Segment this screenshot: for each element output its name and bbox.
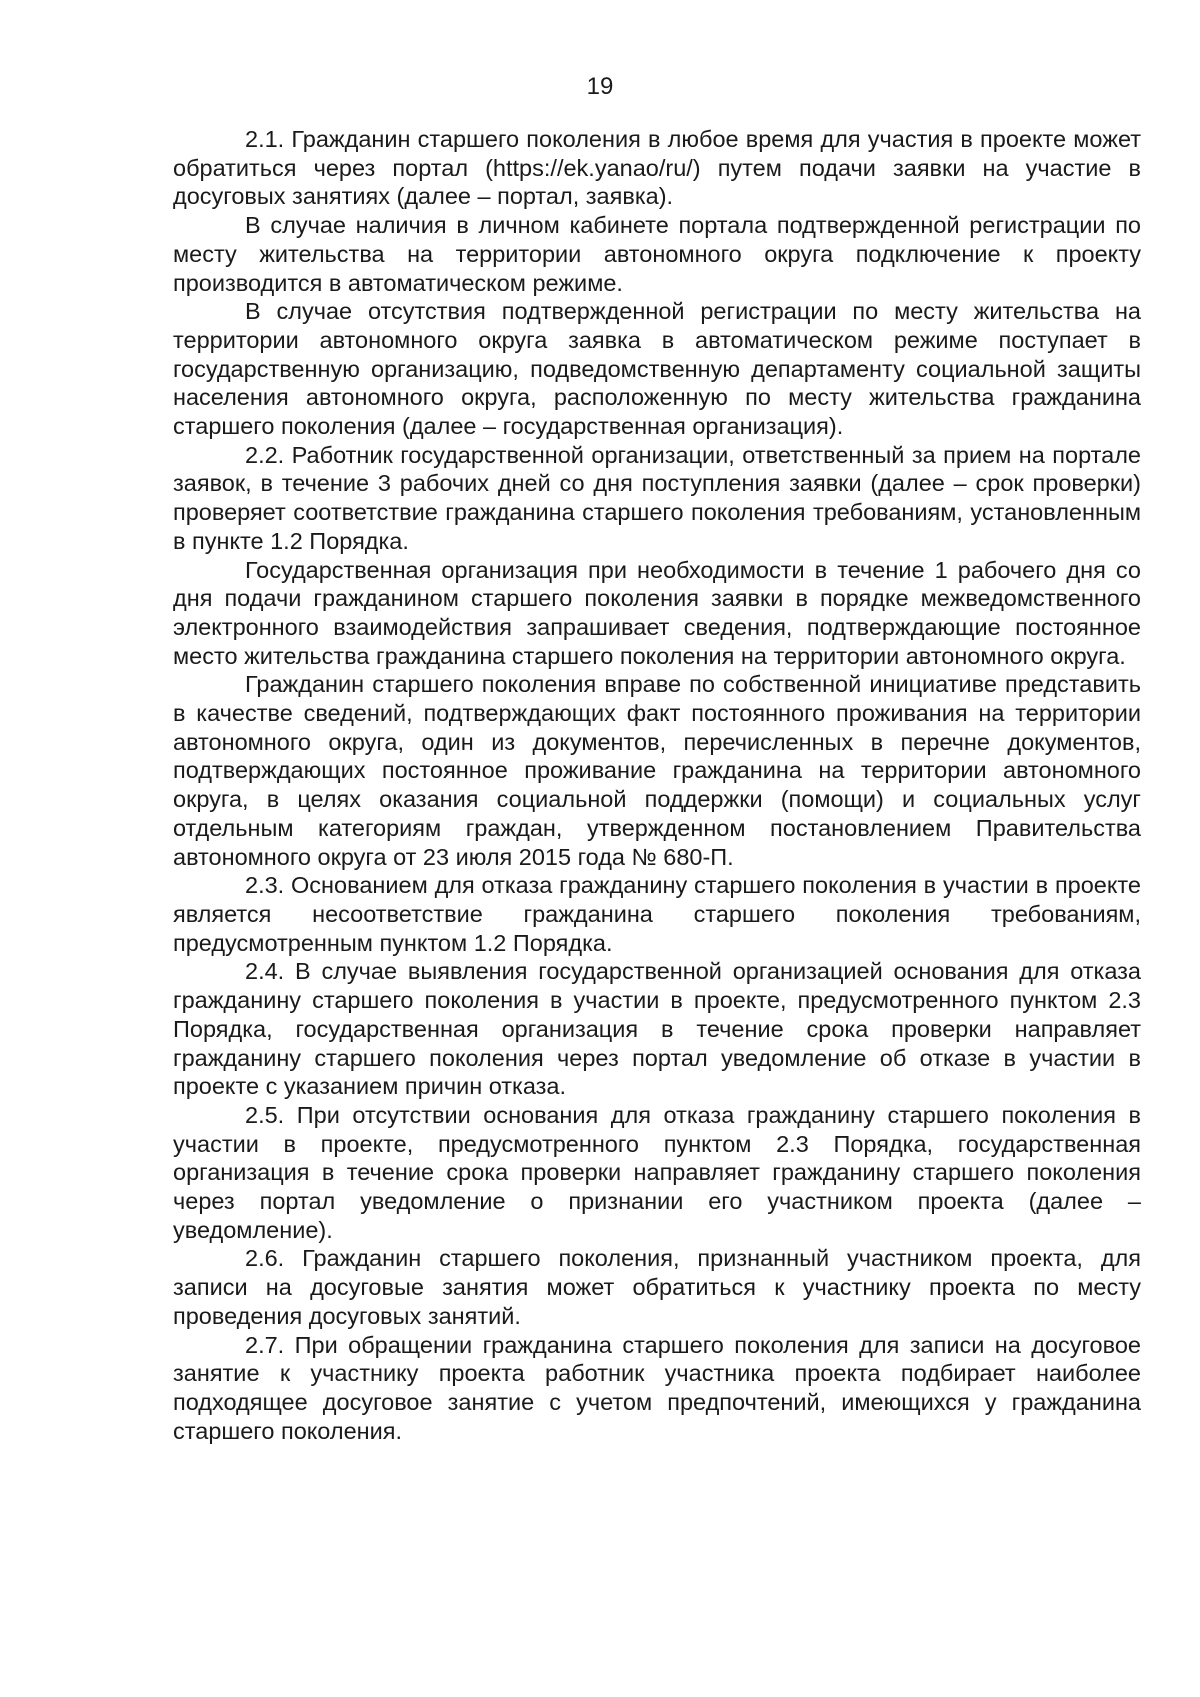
paragraph-2-1-registered: В случае наличия в личном кабинете портала подтвержденной регистрации по месту жительства на территории автономного округа подключение к проекту производится в автоматическом режиме. — [173, 212, 1141, 296]
paragraph-2-2-request: Государственная организация при необходимости в течение 1 рабочего дня со дня подачи гражданином старшего поколения заявки в порядке межведомственного электронного взаимодействия запрашивает сведения, подтверждающие постоянное место жительства гражданина старшего поколения на территории автономного округа. — [173, 556, 1141, 669]
paragraph-2-6: 2.6. Гражданин старшего поколения, признанный участником проекта, для записи на досуговые занятия может обратиться к участнику проекта по месту проведения досуговых занятий. — [173, 1245, 1141, 1329]
paragraph-2-5: 2.5. При отсутствии основания для отказа гражданину старшего поколения в участии в проекте, предусмотренного пунктом 2.3 Порядка, государственная организация в течение срока проверки направляет гражданину старшего поколения через портал уведомление о признании его участником проекта (далее – уведомление). — [173, 1101, 1141, 1243]
paragraph-2-4: 2.4. В случае выявления государственной организацией основания для отказа гражданину старшего поколения в участии в проекте, предусмотренного пунктом 2.3 Порядка, государственная организация в течение срока проверки направляет гражданину старшего поколения через портал уведомление об отказе в участии в проекте с указанием причин отказа. — [173, 958, 1141, 1100]
paragraph-2-2: 2.2. Работник государственной организации, ответственный за прием на портале заявок, в течение 3 рабочих дней со дня поступления заявки (далее – срок проверки) проверяет соответствие гражданина старшего поколения требованиям, установленным в пункте 1.2 Порядка. — [173, 441, 1141, 554]
paragraph-2-2-documents: Гражданин старшего поколения вправе по собственной инициативе представить в качестве сведений, подтверждающих факт постоянного проживания на территории автономного округа, один из документов, перечисленных в перечне документов, подтверждающих постоянное проживание гражданина на территории автономного округа, в целях оказания социальной поддержки (помощи) и социальных услуг отдельным категориям граждан, утвержденном постановлением Правительства автономного округа от 23 июля 2015 года № 680-П. — [173, 671, 1141, 870]
paragraph-2-1-unregistered: В случае отсутствия подтвержденной регистрации по месту жительства на территории автономного округа заявка в автоматическом режиме поступает в государственную организацию, подведомственную департаменту социальной защиты населения автономного округа, расположенную по месту жительства гражданина старшего поколения (далее – государственная организация). — [173, 298, 1141, 440]
page-number: 19 — [586, 73, 614, 100]
paragraph-2-3: 2.3. Основанием для отказа гражданину старшего поколения в участии в проекте является несоответствие гражданина старшего поколения требованиям, предусмотренным пунктом 1.2 Порядка. — [173, 872, 1141, 956]
paragraph-2-1: 2.1. Гражданин старшего поколения в любое время для участия в проекте может обратиться через портал (https://ek.yanao/ru/) путем подачи заявки на участие в досуговых занятиях (далее – портал, заявка). — [173, 126, 1141, 210]
document-body — [173, 125, 1141, 1445]
paragraph-2-7: 2.7. При обращении гражданина старшего поколения для записи на досуговое занятие к участнику проекта работник участника проекта подбирает наиболее подходящее досуговое занятие с учетом предпочтений, имеющихся у гражданина старшего поколения. — [173, 1331, 1141, 1444]
